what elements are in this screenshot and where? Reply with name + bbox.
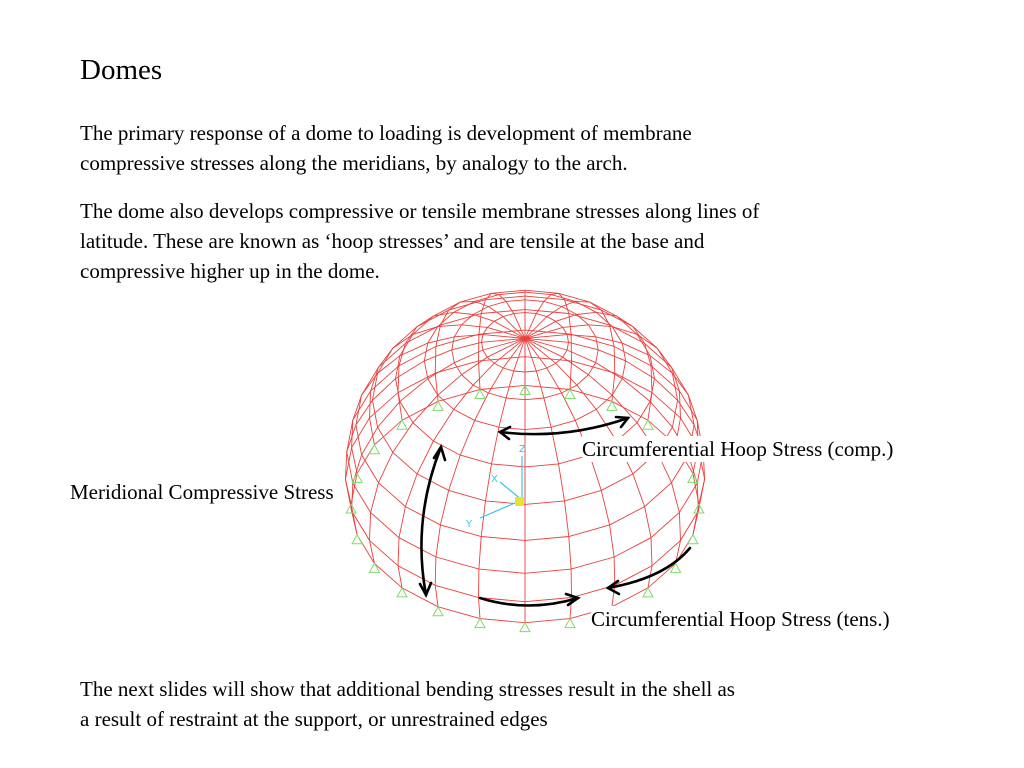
support-triangle <box>688 535 698 544</box>
text-line: The next slides will show that additional bending stresses result in the shell as <box>80 677 735 701</box>
support-triangle <box>520 623 530 632</box>
hoop-comp-label: Circumferential Hoop Stress (comp.) <box>582 437 894 461</box>
axis-x-label: X <box>491 474 498 485</box>
hoop-tens-label: Circumferential Hoop Stress (tens.) <box>591 607 890 631</box>
hoop-comp-arrow <box>500 418 628 434</box>
support-triangle <box>643 420 653 429</box>
meridian-line <box>525 312 652 420</box>
meridional-label: Meridional Compressive Stress <box>70 480 334 504</box>
support-triangle <box>369 563 379 572</box>
support-triangle <box>397 420 407 429</box>
text-line: latitude. These are known as ‘hoop stresses’ and are tensile at the base and <box>80 229 705 253</box>
meridian-line <box>398 338 525 588</box>
coordinate-axes <box>465 444 526 530</box>
support-triangle <box>565 619 575 628</box>
meridian-line <box>352 338 525 534</box>
text-line: a result of restraint at the support, or unrestrained edges <box>80 707 548 731</box>
axis-y-label: Y <box>466 519 473 530</box>
support-triangle <box>475 619 485 628</box>
text-line: compressive stresses along the meridians, by analogy to the arch. <box>80 151 628 175</box>
meridian-line <box>479 338 526 618</box>
meridian-line <box>370 338 526 563</box>
slide-title: Domes <box>80 54 163 86</box>
axis-z-label: Z <box>519 444 526 455</box>
meridian-line <box>525 338 572 618</box>
origin-marker <box>515 497 524 506</box>
text-line: compressive higher up in the dome. <box>80 259 380 283</box>
support-triangle <box>352 535 362 544</box>
meridional-arrow <box>421 447 441 595</box>
meridian-line <box>398 312 525 420</box>
meridian-line <box>525 338 652 588</box>
text-line: The dome also develops compressive or tensile membrane stresses along lines of <box>80 199 760 223</box>
support-triangle <box>369 445 379 454</box>
text-line: The primary response of a dome to loading is development of membrane <box>80 121 692 145</box>
paragraph-bending-stress <box>80 674 960 734</box>
